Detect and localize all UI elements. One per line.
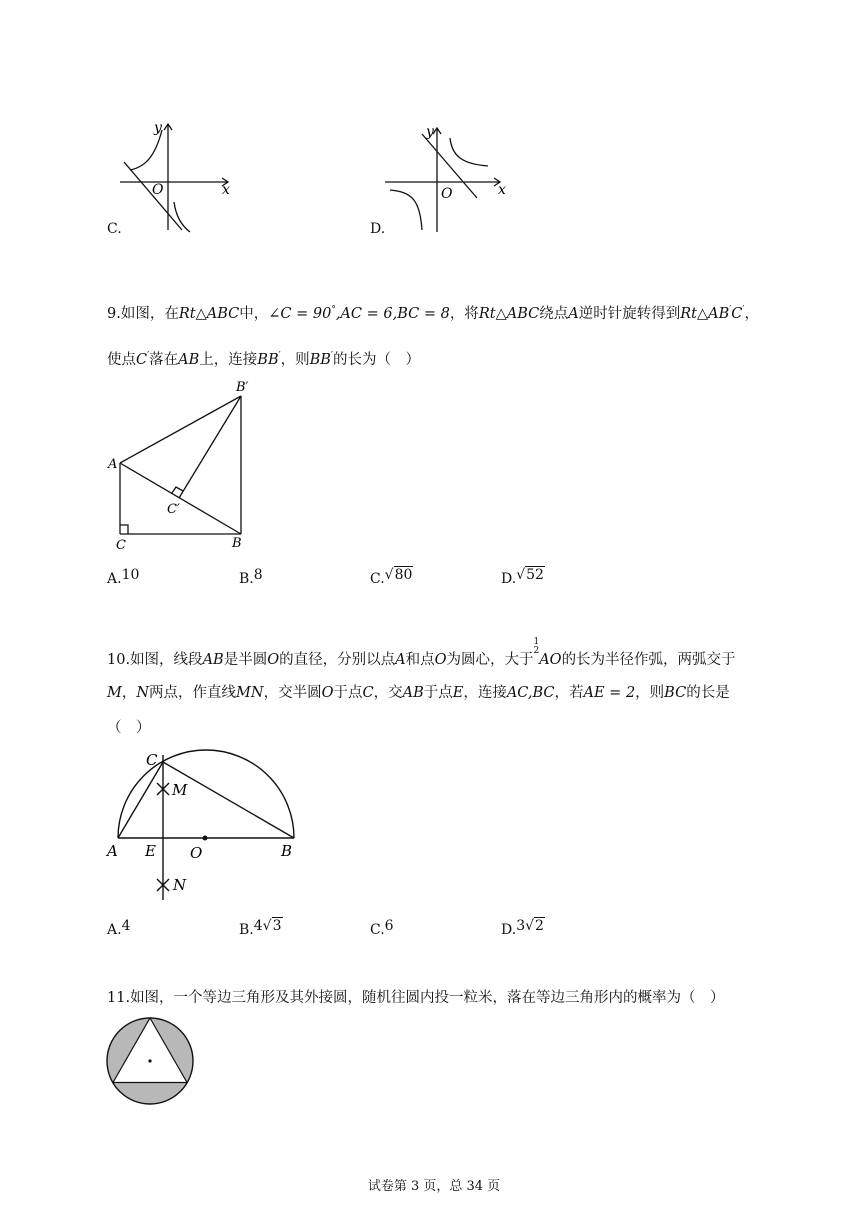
q9-option-b: B.8 xyxy=(239,567,263,587)
label-c: C xyxy=(116,538,126,553)
q9-option-c: C.√80 xyxy=(370,567,413,587)
page-footer: 试卷第 3 页，总 34 页 xyxy=(367,1179,501,1194)
q11-text: 11.如图，一个等边三角形及其外接圆，随机往圆内投一粒米，落在等边三角形内的概率为（ ） xyxy=(107,990,725,1006)
label-b: B xyxy=(281,842,293,860)
label-o: O xyxy=(190,844,203,862)
q10-line3: （ ） xyxy=(107,720,151,736)
label-b: B xyxy=(232,536,242,551)
y-axis-label: y xyxy=(154,120,162,136)
q10-line2: M，N两点，作直线MN，交半圆O于点C，交AB于点E，连接AC,BC，若AE = 2，则BC的长是 xyxy=(107,685,730,701)
q9-line2: 使点C′落在AB上，连接BB′，则BB′的长为（ ） xyxy=(107,351,421,368)
q10-option-d: D.3√2 xyxy=(501,918,544,938)
q9-option-a: A.10 xyxy=(107,567,140,587)
option-c-label: C. xyxy=(107,221,122,237)
q10-option-a: A.4 xyxy=(107,918,131,938)
graph-option-c xyxy=(110,112,245,237)
label-n: N xyxy=(173,876,187,894)
q10-figure xyxy=(100,745,310,910)
label-c-prime: C′ xyxy=(167,502,180,517)
q10-option-c: C.6 xyxy=(370,918,394,938)
label-a: A xyxy=(108,457,118,472)
q11-figure xyxy=(104,1015,198,1109)
label-m: M xyxy=(172,781,188,799)
origin-label: O xyxy=(152,182,164,198)
q10-line1: 10.如图，线段AB是半圆O的直径，分别以点A和点O为圆心，大于1 2AO的长为半径作弧，两弧交于 xyxy=(107,637,736,668)
option-d-label: D. xyxy=(370,221,386,237)
x-axis-label: x xyxy=(222,182,230,198)
q9-line1: 9.如图，在Rt△ABC中，∠C = 90°,AC = 6,BC = 8，将Rt△ABC绕点A逆时针旋转得到Rt△AB′C′， xyxy=(107,305,759,322)
label-b-prime: B′ xyxy=(236,380,249,395)
graph-option-d xyxy=(380,118,515,238)
q9-option-d: D.√52 xyxy=(501,567,544,587)
label-c: C xyxy=(146,751,158,769)
origin-label: O xyxy=(441,186,453,202)
label-a: A xyxy=(107,842,118,860)
label-e: E xyxy=(145,842,156,860)
q10-option-b: B.4√3 xyxy=(239,918,282,938)
y-axis-label: y xyxy=(426,124,434,140)
q9-figure xyxy=(100,375,260,555)
x-axis-label: x xyxy=(498,182,506,198)
